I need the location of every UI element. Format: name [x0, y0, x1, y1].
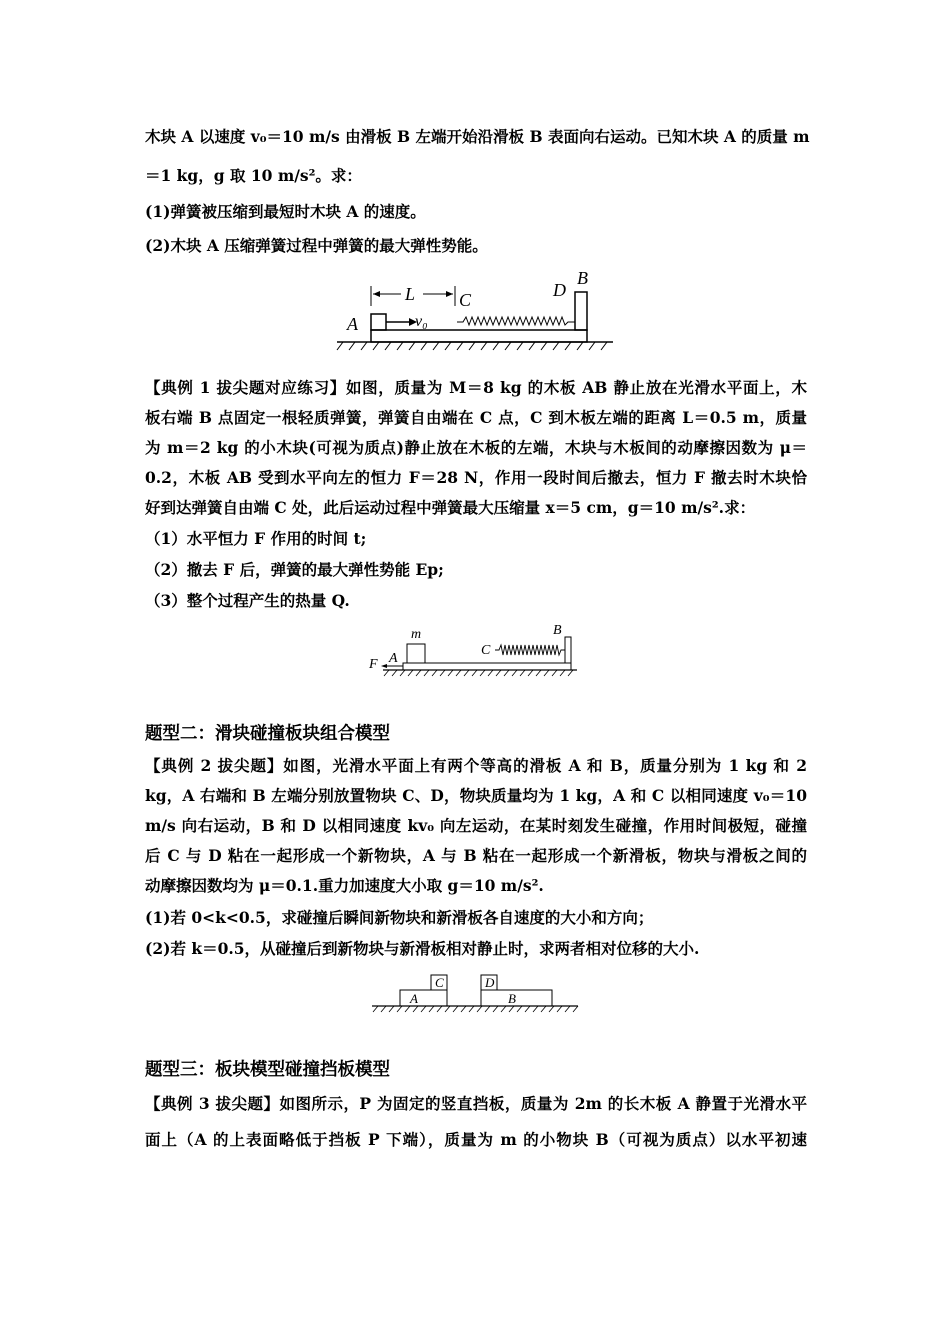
label-L: L [405, 284, 416, 304]
section-heading: 题型三：板块模型碰撞挡板模型 [145, 1060, 390, 1080]
text-line: (1)若 0<k<0.5，求碰撞后瞬间新物块和新滑板各自速度的大小和方向； [145, 908, 654, 927]
label-v0: v₀ [415, 313, 428, 330]
text-line: kg，A 右端和 B 左端分别放置物块 C、D，物块质量均为 1 kg，A 和 C 以相同速度 v₀＝10 [145, 786, 807, 805]
text-line: 木块 A 以速度 v₀＝10 m/s 由滑板 B 左端开始沿滑板 B 表面向右运动。已知木块 A 的质量 m [145, 127, 810, 146]
text-line: 好到达弹簧自由端 C 处，此后运动过程中弹簧最大压缩量 x＝5 cm，g＝10 m/s².求： [145, 498, 756, 517]
text-line: 【典例 1 拔尖题对应练习】如图，质量为 M＝8 kg 的木板 AB 静止放在光滑水平面上，木 [145, 378, 807, 397]
label-C: C [435, 975, 444, 990]
figure-two-boards [368, 970, 583, 1014]
text-line: 为 m＝2 kg 的小木块(可视为质点)静止放在木板的左端，木块与木板间的动摩擦因数为 μ＝ [145, 438, 807, 457]
text-line: 【典例 3 拔尖题】如图所示，P 为固定的竖直挡板，质量为 2m 的长木板 A 静置于光滑水平 [145, 1094, 807, 1113]
text-line: (2)木块 A 压缩弹簧过程中弹簧的最大弹性势能。 [145, 236, 488, 255]
label-A: A [347, 314, 358, 334]
label-F: F [369, 657, 378, 672]
figure-spring-board [335, 262, 620, 357]
text-line: （3）整个过程产生的热量 Q. [145, 591, 350, 610]
label-D: D [553, 280, 566, 300]
text-line: m/s 向右运动，B 和 D 以相同速度 kv₀ 向左运动，在某时刻发生碰撞，作用时间极短，碰撞 [145, 816, 807, 835]
text-line: 【典例 2 拔尖题】如图，光滑水平面上有两个等高的滑板 A 和 B，质量分别为 1 kg 和 2 [145, 756, 807, 775]
text-line: 0.2，木板 AB 受到水平向左的恒力 F＝28 N，作用一段时间后撤去，恒力 F 撤去时木块恰 [145, 468, 807, 487]
text-line: 面上（A 的上表面略低于挡板 P 下端），质量为 m 的小物块 B（可视为质点）以水平初速 [145, 1130, 807, 1149]
text-line: (2)若 k＝0.5，从碰撞后到新物块与新滑板相对静止时，求两者相对位移的大小. [145, 939, 700, 958]
label-B: B [553, 623, 562, 638]
figure-board-force [365, 620, 585, 682]
text-line: （2）撤去 F 后，弹簧的最大弹性势能 Ep; [145, 560, 444, 579]
text-line: ＝1 kg，g 取 10 m/s²。求： [145, 166, 362, 185]
text-line: (1)弹簧被压缩到最短时木块 A 的速度。 [145, 202, 426, 221]
label-A: A [389, 651, 398, 666]
text-line: 后 C 与 D 粘在一起形成一个新物块，A 与 B 粘在一起形成一个新滑板，物块与滑板之间的 [145, 846, 807, 865]
label-C: C [459, 290, 472, 310]
text-line: （1）水平恒力 F 作用的时间 t; [145, 529, 367, 548]
label-D: D [485, 975, 495, 990]
label-A: A [410, 991, 418, 1006]
label-B: B [577, 268, 588, 288]
text-line: 动摩擦因数均为 μ＝0.1.重力加速度大小取 g＝10 m/s². [145, 876, 544, 895]
label-B: B [508, 991, 516, 1006]
text-line: 板右端 B 点固定一根轻质弹簧，弹簧自由端在 C 点，C 到木板左端的距离 L＝0.5 m，质量 [145, 408, 807, 427]
label-C: C [481, 643, 491, 658]
section-heading: 题型二：滑块碰撞板块组合模型 [145, 724, 390, 744]
label-m: m [411, 627, 422, 642]
